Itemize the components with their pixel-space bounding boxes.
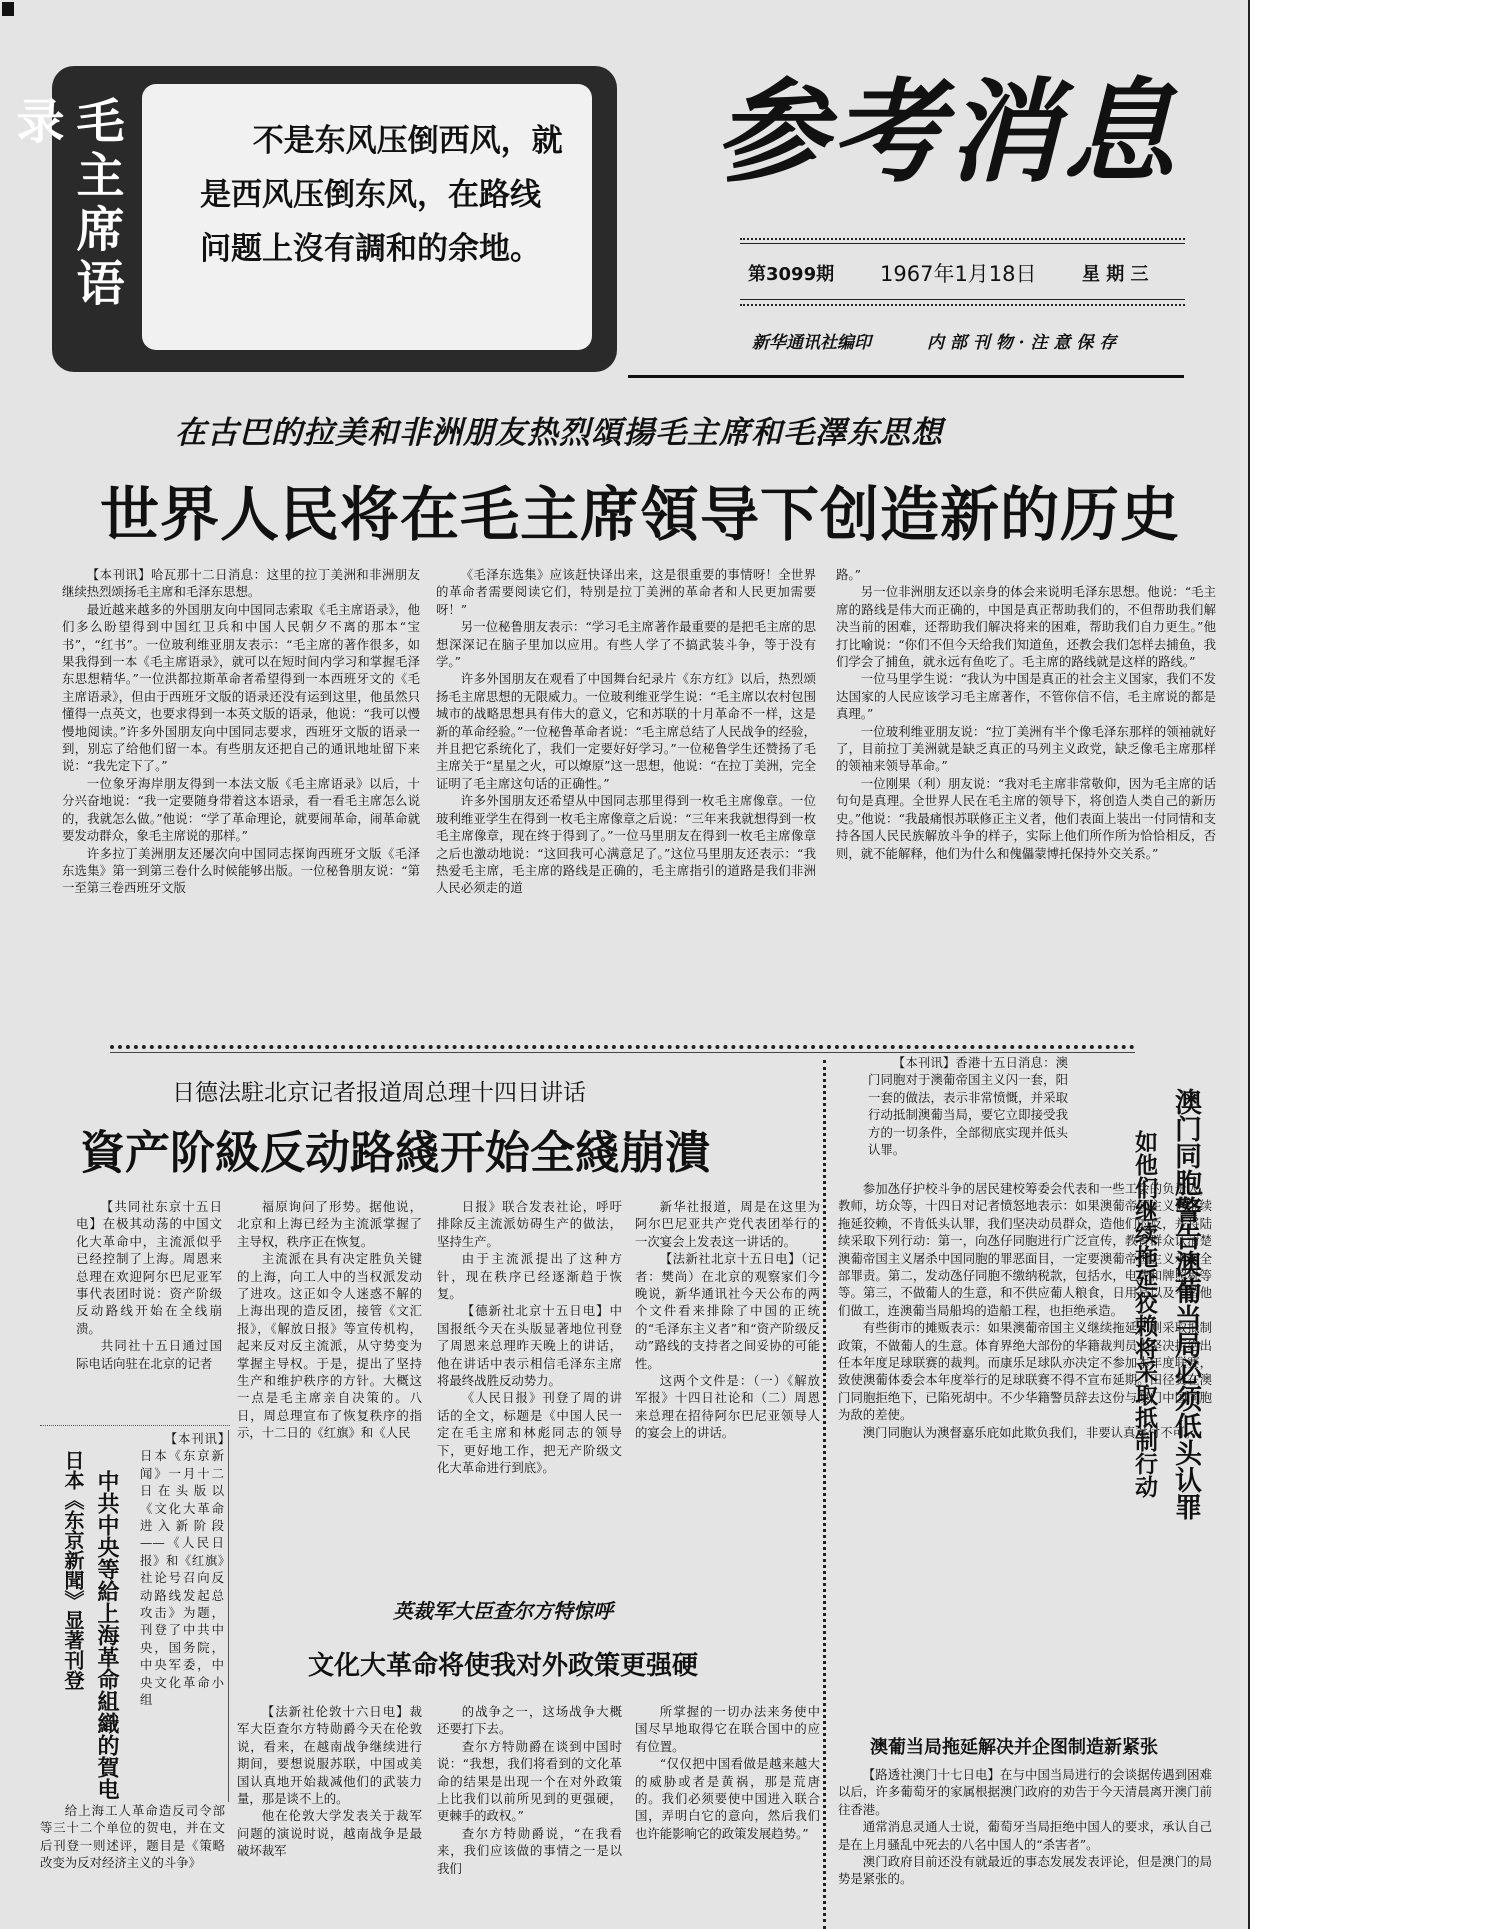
quote-text: 不是东风压倒西风，就是西风压倒东风，在路线问题上沒有調和的余地。: [200, 123, 563, 267]
britain-col-2: [437, 1703, 622, 1929]
lead-headline: 世界人民将在毛主席領导下创造新的历史: [100, 480, 1181, 549]
paragraph: 【本刊讯】日本《东京新闻》一月十二日在头版以《文化大革命进入新阶段——《人民日报》和《红旗》社论号召向反动路线发起总攻击》为题，刊登了中共中央，国务院，中央军委，中央文化革命小组: [140, 1431, 224, 1708]
macau-text-main: [838, 1180, 1212, 1736]
paragraph: 【共同社东京十五日电】在极其动荡的中国文化大革命中，主流派似乎已经控制了上海。周恩来总理在欢迎阿尔巴尼亚军事代表团时说：资产阶级反动路线开始在全线崩溃。: [76, 1199, 222, 1336]
macau-headline-sub: 如他们继续拖延狡赖将采取抵制行动: [1131, 1130, 1157, 1498]
paragraph: 共同社十五日通过国际电话向驻在北京的记者: [76, 1338, 222, 1371]
paragraph: 由于主流派提出了这种方针，现在秩序已经逐渐趋于恢复。: [437, 1251, 622, 1302]
zhou-col-2: [237, 1198, 422, 1582]
masthead-rule-3: [740, 299, 1185, 300]
paragraph: 澳门政府目前还没有就最近的事态发展发表评论，但是澳门的局势是紧张的。: [838, 1854, 1212, 1887]
paragraph: 这两个文件是：（一）《解放军报》十四日社论和（二）周恩来总理在招待阿尔巴尼亚领导人的宴会上的讲话。: [635, 1373, 820, 1441]
paragraph: 有些街市的摊贩表示：如果澳葡帝国主义继续拖延，则采取抵制政策，不做葡人的生意。体育界绝大部份的华籍裁判员也坚决拒绝出任本年度足球联赛的裁判。而康乐足球队亦决定不参加本年度联赛，致使澳葡体委会本年度举行的足球联赛不得不宣布延期。田径赛在澳门同胞拒绝下，已陷死胡中。不少华籍警员辞去这份与澳门中国同胞为敌的差使。: [838, 1320, 1212, 1423]
section-divider: [110, 1045, 1135, 1049]
quote-label: 毛主席语录: [8, 96, 124, 312]
paragraph: 参加氹仔护校斗争的居民建校筹委会代表和一些工会的负责人，教师，坊众等，十四日对记者愤怒地表示：如果澳葡帝国主义仍继续拖延狡赖，不肯低头认罪，我们坚决动员群众，造他们的反，并将陆续采取下列行动：第一，向氹仔同胞进行广泛宣传，教育群众认清楚澳葡帝国主义屠杀中国同胞的罪恶面目，一定要澳葡帝国主义承担全部罪责。第二，发动氹仔同胞不缴纳税款，包括水，电费和牌照税等等。第三，不做葡人的生意，和不供应葡人粮食，日用品以及不替他们做工，连澳葡当局船坞的造船工程，也拒绝承造。: [838, 1181, 1212, 1318]
quote-inner: [142, 84, 592, 350]
paragraph: 【路透社澳门十七日电】在与中国当局进行的会谈据传遇到困难以后，许多葡萄牙的家属根据澳门政府的劝告于今天清晨离开澳门前往香港。: [838, 1767, 1212, 1817]
paragraph: 查尔方特勋爵说，“在我看来，我们应该做的事情之一是以我们: [437, 1825, 622, 1876]
paragraph: 最近越来越多的外国朋友向中国同志索取《毛主席语录》，他们多么盼望得到中国红卫兵和中国人民朝夕不离的那本“宝书”，“红书”。一位玻利维亚朋友表示：“毛主席的著作很多，如果我得到一本《毛主席语录》，就可以在短时间内学习和掌握毛泽东思想精华。”一位洪都拉斯革命者希望得到一本西班牙文的《毛主席语录》，但由于西班牙文版的语录还没有运到这里，他虽然只懂得一点英文，也要求得到一本英文版的语录，他说：“我可以慢慢地阅读。”许多外国朋友向中国同志要求，西班牙文版的语录一到，别忘了给他们留一本。有些朋友还把自己的通讯地址留下来说：“我先定下了。”: [62, 601, 420, 774]
masthead-rule-1: [740, 238, 1185, 240]
britain-kicker: 英裁军大臣查尔方特惊呼: [393, 1599, 613, 1623]
paragraph: 给上海工人革命造反司令部等三十二个单位的贺电，并在文后刊登一则述评，题目是《策略改变为反对经济主义的斗争》: [40, 1803, 225, 1871]
britain-headline: 文化大革命将使我对外政策更强硬: [308, 1651, 699, 1681]
lead-col-2: [436, 566, 816, 1032]
masthead-issue: 第3099期: [748, 264, 835, 285]
japan-box-divider: [228, 1430, 229, 1802]
section-divider-2: [110, 1052, 1135, 1053]
paragraph: 一位刚果（利）朋友说：“我对毛主席非常敬仰，因为毛主席的话句句是真理。全世界人民在毛主席的领导下，将创造人类自己的新历史。”他说：“我最痛恨苏联修正主义者，他们表面上装出一付同情和支持各国人民民族解放斗争的样子，实际上他们所作所为恰恰相反，否则，就不能解释，他们为什么和傀儡蒙博托保持外交关系。”: [836, 775, 1216, 861]
paragraph: 主流派在具有决定胜负关键的上海，向工人中的当权派发动了进攻。这正如令人迷惑不解的上海出现的造反团，接管《文汇报》，《解放日报》等宣传机构，起来反对反主流派，从守势变为掌握主导权。于是，提出了坚持生产和维护秩序的方针。大概这一点是毛主席亲自决策的。八日，周总理宣布了恢复秩序的指示，十二日的《红旗》和《人民: [237, 1251, 422, 1441]
zhou-col-3: [437, 1198, 622, 1582]
britain-col-3: [635, 1703, 820, 1929]
paragraph: 所掌握的一切办法来务使中国尽早地取得它在联合国中的应有位置。: [635, 1704, 820, 1754]
paragraph: 《人民日报》刊登了周的讲话的全文，标题是《中国人民一定在毛主席和林彪同志的领导下，更好地工作，把无产阶级文化大革命进行到底》。: [437, 1390, 622, 1476]
paragraph: 一位象牙海岸朋友得到一本法文版《毛主席语录》以后，十分兴奋地说：“我一定要随身带着这本语录，看一看毛主席怎么说的，我就怎么做。”他说：“学了革命理论，就要闹革命，闹革命就要发动群众，象毛主席说的那样。”: [62, 775, 420, 844]
paragraph: 一位马里学生说：“我认为中国是真正的社会主义国家，我们不发达国家的人民应该学习毛主席著作，不管你信不信，毛主席说的都是真理。”: [836, 671, 1216, 722]
zhou-kicker: 日德法駐北京记者报道周总理十四日讲话: [172, 1080, 586, 1106]
paragraph: 【法新社北京十五日电】（记者：樊尚）在北京的观察家们今晚说，新华通讯社今天公布的两个文件看来排除了中国的正统的“毛泽东主义者”和“资产阶级反动”路线的支持者之间妥协的可能性。: [635, 1251, 820, 1371]
paragraph: 福原询问了形势。据他说，北京和上海已经为主流派掌握了主导权，秩序正在恢复。: [237, 1199, 422, 1249]
paragraph: 许多外国朋友还希望从中国同志那里得到一枚毛主席像章。一位玻利维亚学生在得到一枚毛主席像章之后说：“三年来我就想得到一枚毛主席像章，现在终于得到了。”一位马里朋友在得到一枚毛主席像章之后也激动地说：“这回我可心满意足了。”这位马里朋友还表示：“我热爱毛主席，毛主席的路线是正确的，毛主席指引的道路是我们非洲人民必须走的道: [436, 793, 816, 896]
macau-text-bottom: [838, 1766, 1212, 1926]
paragraph: 一位玻利维亚朋友说：“拉丁美洲有半个像毛泽东那样的领袖就好了，目前拉丁美洲就是缺乏真正的马列主义政党，缺乏像毛主席那样的领袖来领导革命。”: [836, 723, 1216, 774]
paragraph: 澳门同胞认为澳督嘉乐庇如此欺负我们，非要认真对付不可。: [862, 1424, 1198, 1440]
paragraph: 【法新社伦敦十六日电】裁军大臣查尔方特勋爵今天在伦敦说，看来，在越南战争继续进行期间，要想说服苏联，中国或美国认真地开始裁减他们的武装力量，那是谈不上的。: [237, 1704, 422, 1807]
japan-vertical-headline-1: 中共中央等給上海革命組織的賀电: [94, 1470, 119, 1800]
column-divider-wavy: [823, 1060, 826, 1929]
zhou-headline: 資产阶級反动路綫开始全綫崩潰: [80, 1126, 711, 1179]
paragraph: 【本刊讯】哈瓦那十二日消息：这里的拉丁美洲和非洲朋友继续热烈颂扬毛主席和毛泽东思想。: [62, 567, 420, 600]
paragraph: 他在伦敦大学发表关于裁军问题的演说时说，越南战争是最破坏裁军: [237, 1808, 422, 1859]
masthead-publisher: 新华通讯社编印: [752, 333, 871, 353]
zhou-col-1: [76, 1198, 222, 1426]
masthead-weekday: 星 期 三: [1082, 264, 1149, 285]
blank-margin: [1248, 0, 1500, 1929]
masthead-rule-4: [740, 304, 1185, 306]
macau-text-top: [868, 1054, 1068, 1178]
quote-box: [8, 66, 617, 372]
masthead-rule-2: [740, 243, 1185, 244]
lead-kicker: 在古巴的拉美和非洲朋友热烈頌揚毛主席和毛澤东思想: [175, 415, 943, 451]
macau-sub-headline: 澳葡当局拖延解决并企图制造新紧张: [870, 1737, 1158, 1758]
lead-col-1: [62, 566, 420, 1032]
paragraph: 新华社报道，周是在这里为阿尔巴尼亚共产党代表团举行的一次宴会上发表这一讲话的。: [635, 1199, 820, 1249]
japan-text-narrow: [140, 1430, 224, 1790]
zhou-col-4: [635, 1198, 820, 1582]
japan-vertical-headline-2: 日本《东京新聞》显著刊登: [61, 1450, 85, 1690]
masthead-bottom-rule: [628, 375, 1184, 378]
paragraph: 另一位非洲朋友还以亲身的体会来说明毛泽东思想。他说：“毛主席的路线是伟大而正确的，中国是真正帮助我们的，不但帮助我们解决当前的困难，还帮助我们解决将来的困难，帮助我们自力更生。”他打比喻说：“你们不但今天给我们知道鱼，还教会我们怎样去捕鱼，我们学会了捕鱼，就永远有鱼吃了。毛主席的路线就是这样的路线。”: [836, 584, 1216, 670]
paragraph: 许多拉丁美洲朋友还屡次向中国同志探询西班牙文版《毛泽东选集》第一到第三卷什么时候能够出版。一位秘鲁朋友说：“第一至第三卷西班牙文版: [62, 845, 420, 896]
paragraph: 查尔方特勋爵在谈到中国时说：“我想，我们将看到的文化革命的结果是出现一个在对外政策上比我们以前所见到的更强硬，更棘手的政权。”: [437, 1738, 622, 1824]
paragraph: “仅仅把中国看做是越来越大的威胁或者是黄祸，那是荒唐的。我们必须要使中国进入联合国，弄明白它的意向，然后我们也许能影响它的政策发展趋势。”: [635, 1756, 820, 1841]
paragraph: 【德新社北京十五日电】中国报纸今天在头版显著地位刊登了周恩来总理昨天晚上的讲话，他在讲话中表示相信毛泽东主席将最终战胜反动势力。: [437, 1303, 622, 1389]
paragraph: 许多外国朋友在观看了中国舞台纪录片《东方红》以后，热烈颂扬毛主席思想的无限威力。一位玻利维亚学生说：“毛主席以农村包围城市的战略思想具有伟大的意义，它和苏联的十月革命不一样，这是新的革命经验。”一位秘鲁革命者说：“毛主席总结了人民战争的经验，并且把它系统化了，我们一定要好好学习。”一位秘鲁学生还赞扬了毛主席关于“星星之火，可以燎原”这一思想，他说：“在拉丁美洲，完全证明了毛主席这句话的正确性。”: [436, 671, 816, 791]
masthead-date: 1967年1月18日: [880, 262, 1037, 286]
paragraph: 的战争之一，这场战争大概还要打下去。: [437, 1704, 622, 1737]
britain-col-1: [237, 1703, 422, 1929]
paragraph: 路。”: [836, 567, 861, 582]
masthead-title: 参考消息: [715, 67, 1179, 198]
japan-text-wide: [40, 1802, 225, 1926]
paragraph: 另一位秘鲁朋友表示：“学习毛主席著作最重要的是把毛主席的思想深深记在脑子里加以应用。有些人学了不搞武装斗争，等于没有学。”: [436, 619, 816, 670]
paragraph: 【本刊讯】香港十五日消息：澳门同胞对于澳葡帝国主义闪一套，阳一套的做法，表示非常愤慨，并采取行动抵制澳葡当局，要它立即接受我方的一切条件，全部彻底实现并低头认罪。: [868, 1055, 1068, 1158]
lead-col-3: [836, 566, 1216, 1032]
japan-box-topline: [40, 1425, 230, 1426]
corner-mark: [2, 2, 14, 16]
paragraph: 《毛泽东选集》应该赶快译出来，这是很重要的事情呀！全世界的革命者需要阅读它们，特别是拉丁美洲的革命者和人民更加需要呀！”: [436, 567, 816, 617]
paragraph: 日报》联合发表社论，呼吁排除反主流派妨碍生产的做法，坚持生产。: [437, 1199, 622, 1249]
paragraph: 通常消息灵通人士说，葡萄牙当局拒绝中国人的要求，承认自己是在上月骚乱中死去的八名中国人的“杀害者”。: [838, 1819, 1212, 1852]
masthead-notice: 内 部 刊 物 · 注 意 保 存: [927, 333, 1117, 353]
macau-headline-main: 澳门同胞警告澳葡当局必须低头认罪: [1170, 1088, 1201, 1520]
